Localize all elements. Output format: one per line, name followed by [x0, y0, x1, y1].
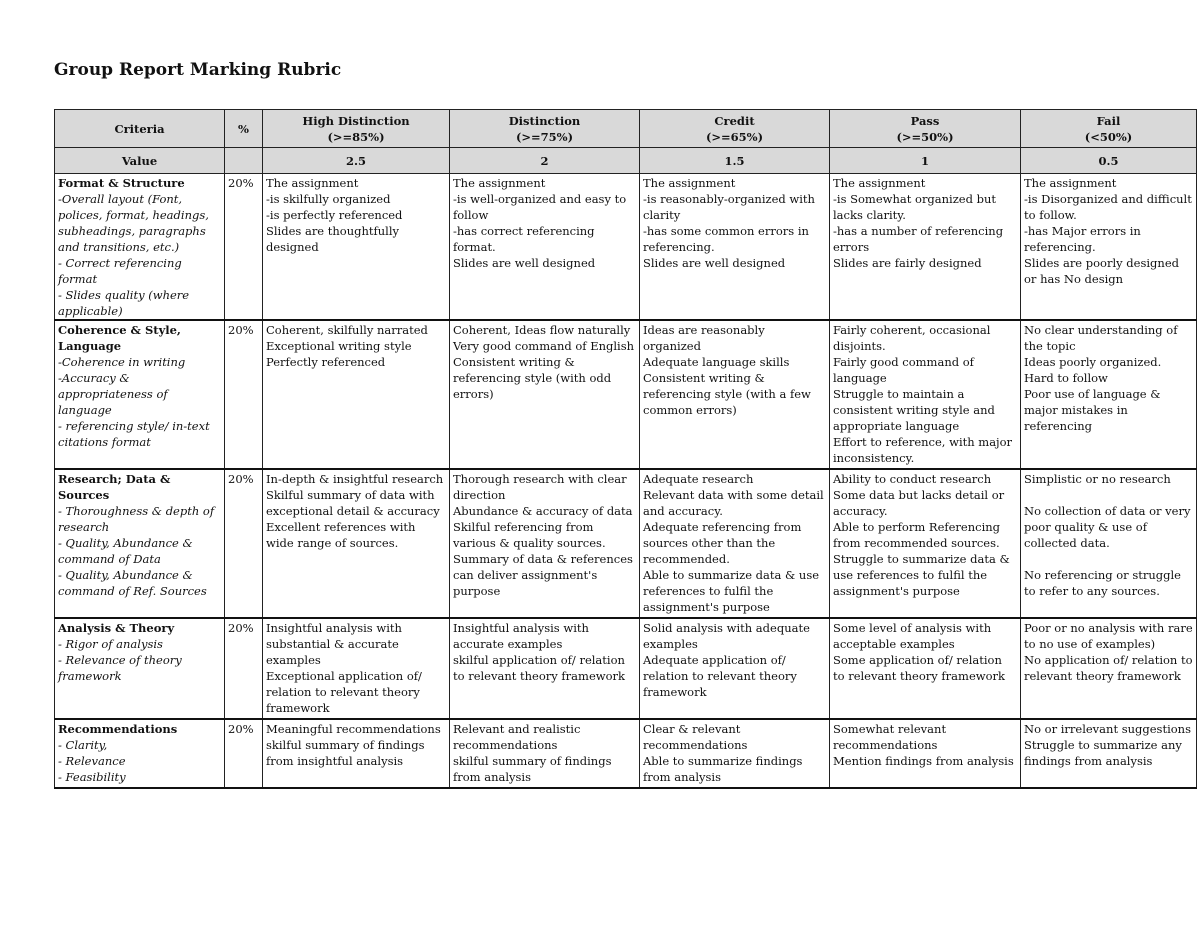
descriptor-pass: Some level of analysis with acceptable examples Some application of/ relation to relevant theory framework — [830, 618, 1021, 719]
descriptor-credit: Clear & relevant recommendations Able to summarize findings from analysis — [640, 719, 830, 788]
descriptor-credit: Adequate research Relevant data with some detail and accuracy. Adequate referencing from sources other than the recommended. Able to summarize data & use references to fulfil the assignment's purpose — [640, 469, 830, 618]
rubric-row-coherence-style — [55, 320, 1197, 469]
descriptor-distinction: Coherent, Ideas flow naturally Very good command of English Consistent writing & referencing style (with odd errors) — [450, 320, 640, 469]
descriptor-fail: The assignment -is Disorganized and difficult to follow. -has Major errors in referencing. Slides are poorly designed or has No design — [1021, 174, 1197, 321]
document-title: Group Report Marking Rubric — [54, 60, 342, 80]
criteria-details: - Clarity, - Relevance - Feasibility — [58, 738, 126, 784]
criteria-details: - Thoroughness & depth of research - Quality, Abundance & command of Data - Quality, Abundance & command of Ref. Sources — [58, 504, 215, 598]
criteria-name: Analysis & Theory — [58, 621, 175, 635]
descriptor-distinction: Thorough research with clear direction Abundance & accuracy of data Skilful referencing from various & quality sources. Summary of data & references can deliver assignment's purpose — [450, 469, 640, 618]
header-row-values — [55, 148, 1197, 174]
rubric-row-format-structure — [55, 174, 1197, 321]
rubric-row-analysis-theory — [55, 618, 1197, 719]
descriptor-credit: The assignment -is reasonably-organized with clarity -has some common errors in referencing. Slides are well designed — [640, 174, 830, 321]
criteria-details: -Overall layout (Font, polices, format, headings, subheadings, paragraphs and transitions, etc.) - Correct referencing format - Slides quality (where applicable) — [58, 192, 209, 318]
criteria-details: - Rigor of analysis - Relevance of theory framework — [58, 637, 182, 683]
descriptor-high-distinction: The assignment -is skilfully organized -is perfectly referenced Slides are thoughtfully designed — [263, 174, 450, 321]
descriptor-high-distinction: In-depth & insightful research Skilful summary of data with exceptional detail & accuracy Excellent references with wide range of sources. — [263, 469, 450, 618]
descriptor-high-distinction: Coherent, skilfully narrated Exceptional writing style Perfectly referenced — [263, 320, 450, 469]
criteria-cell — [55, 719, 225, 788]
rubric-row-research-data-sources — [55, 469, 1197, 618]
header-level-high-distinction: High Distinction (>=85%) — [263, 110, 450, 148]
descriptor-credit: Ideas are reasonably organized Adequate language skills Consistent writing & referencing style (with a few common errors) — [640, 320, 830, 469]
value-credit: 1.5 — [640, 148, 830, 174]
header-level-fail: Fail (<50%) — [1021, 110, 1197, 148]
descriptor-fail: Poor or no analysis with rare to no use of examples) No application of/ relation to relevant theory framework — [1021, 618, 1197, 719]
descriptor-distinction: Insightful analysis with accurate examples skilful application of/ relation to relevant theory framework — [450, 618, 640, 719]
criteria-weight: 20% — [225, 320, 263, 469]
criteria-name: Format & Structure — [58, 176, 185, 190]
criteria-cell — [55, 618, 225, 719]
criteria-cell — [55, 320, 225, 469]
descriptor-fail: No clear understanding of the topic Ideas poorly organized. Hard to follow Poor use of language & major mistakes in referencing — [1021, 320, 1197, 469]
descriptor-pass: Somewhat relevant recommendations Mention findings from analysis — [830, 719, 1021, 788]
criteria-name: Research; Data & Sources — [58, 472, 171, 502]
descriptor-pass: Ability to conduct research Some data but lacks detail or accuracy. Able to perform Referencing from recommended sources. Struggle to summarize data & use references to fulfil the assignment's purpose — [830, 469, 1021, 618]
criteria-details: -Coherence in writing -Accuracy & appropriateness of language - referencing style/ in-text citations format — [58, 355, 210, 449]
criteria-cell — [55, 174, 225, 321]
criteria-weight: 20% — [225, 719, 263, 788]
criteria-name: Recommendations — [58, 722, 178, 736]
descriptor-pass: The assignment -is Somewhat organized but lacks clarity. -has a number of referencing errors Slides are fairly designed — [830, 174, 1021, 321]
value-distinction: 2 — [450, 148, 640, 174]
value-high-distinction: 2.5 — [263, 148, 450, 174]
header-level-distinction: Distinction (>=75%) — [450, 110, 640, 148]
descriptor-high-distinction: Insightful analysis with substantial & accurate examples Exceptional application of/ relation to relevant theory framework — [263, 618, 450, 719]
value-label: Value — [55, 148, 225, 174]
descriptor-fail: No or irrelevant suggestions Struggle to summarize any findings from analysis — [1021, 719, 1197, 788]
value-fail: 0.5 — [1021, 148, 1197, 174]
value-percent-empty — [225, 148, 263, 174]
marking-rubric-table — [54, 109, 1197, 789]
descriptor-high-distinction: Meaningful recommendations skilful summary of findings from insightful analysis — [263, 719, 450, 788]
descriptor-fail: Simplistic or no research No collection of data or very poor quality & use of collected data. No referencing or struggle to refer to any sources. — [1021, 469, 1197, 618]
criteria-name: Coherence & Style, Language — [58, 323, 181, 353]
header-row-levels — [55, 110, 1197, 148]
header-percent: % — [225, 110, 263, 148]
descriptor-credit: Solid analysis with adequate examples Adequate application of/ relation to relevant theory framework — [640, 618, 830, 719]
criteria-weight: 20% — [225, 469, 263, 618]
header-criteria: Criteria — [55, 110, 225, 148]
criteria-cell — [55, 469, 225, 618]
header-level-pass: Pass (>=50%) — [830, 110, 1021, 148]
descriptor-distinction: Relevant and realistic recommendations skilful summary of findings from analysis — [450, 719, 640, 788]
value-pass: 1 — [830, 148, 1021, 174]
criteria-weight: 20% — [225, 618, 263, 719]
header-level-credit: Credit (>=65%) — [640, 110, 830, 148]
criteria-weight: 20% — [225, 174, 263, 321]
rubric-row-recommendations — [55, 719, 1197, 788]
descriptor-pass: Fairly coherent, occasional disjoints. Fairly good command of language Struggle to maintain a consistent writing style and appropriate language Effort to reference, with major inconsistency. — [830, 320, 1021, 469]
descriptor-distinction: The assignment -is well-organized and easy to follow -has correct referencing format. Slides are well designed — [450, 174, 640, 321]
